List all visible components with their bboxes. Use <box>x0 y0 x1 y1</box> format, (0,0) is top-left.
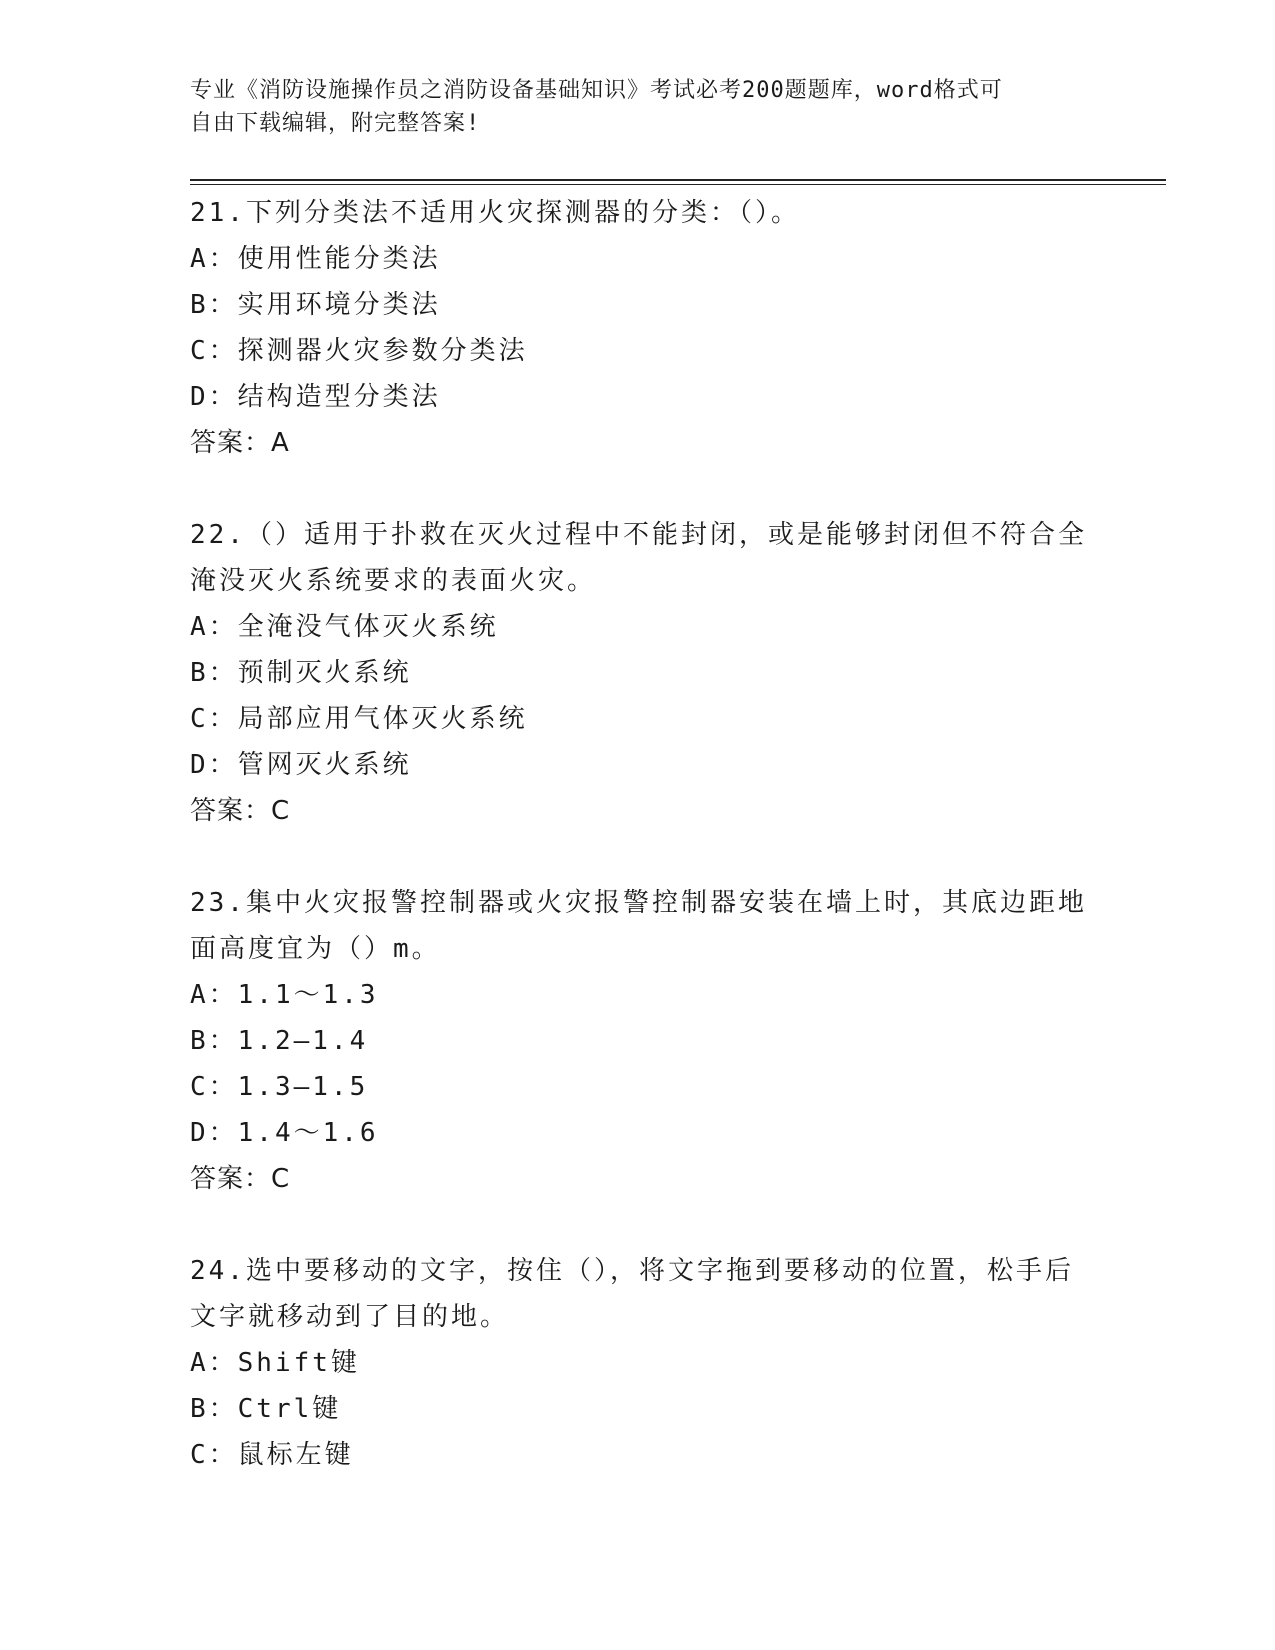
question-text: 24.选中要移动的文字，按住（），将文字拖到要移动的位置，松手后文字就移动到了目的地。 <box>190 1256 1074 1332</box>
question-text: 22.（）适用于扑救在灭火过程中不能封闭，或是能够封闭但不符合全淹没灭火系统要求的表面火灾。 <box>190 520 1087 596</box>
header-line-1: 专业《消防设施操作员之消防设备基础知识》考试必考200题题库，word格式可 <box>190 78 1003 103</box>
header-divider-thin <box>190 184 1166 185</box>
option-a: A：Shift键 <box>190 1348 360 1378</box>
option-d: D：管网灭火系统 <box>190 750 412 780</box>
question-text: 21.下列分类法不适用火灾探测器的分类：（）。 <box>190 198 800 228</box>
answer: 答案：A <box>190 428 290 458</box>
option-a: A：全淹没气体灭火系统 <box>190 612 499 642</box>
answer: 答案：C <box>190 1164 291 1194</box>
option-b: B：实用环境分类法 <box>190 290 441 320</box>
answer: 答案：C <box>190 796 291 826</box>
question-22 <box>190 512 1090 834</box>
option-c: C：1.3—1.5 <box>190 1072 369 1102</box>
option-b: B：1.2—1.4 <box>190 1026 369 1056</box>
option-b: B：预制灭火系统 <box>190 658 412 688</box>
question-24 <box>190 1248 1090 1478</box>
option-c: C：鼠标左键 <box>190 1440 354 1470</box>
question-list <box>190 190 1090 1524</box>
option-a: A：使用性能分类法 <box>190 244 441 274</box>
header-divider-thick <box>190 179 1166 181</box>
option-c: C：探测器火灾参数分类法 <box>190 336 528 366</box>
question-text: 23.集中火灾报警控制器或火灾报警控制器安装在墙上时，其底边距地面高度宜为（）m。 <box>190 888 1087 964</box>
option-c: C：局部应用气体灭火系统 <box>190 704 528 734</box>
question-23 <box>190 880 1090 1202</box>
option-b: B：Ctrl键 <box>190 1394 342 1424</box>
question-21 <box>190 190 1090 466</box>
option-a: A：1.1～1.3 <box>190 980 379 1010</box>
document-header <box>190 74 1090 140</box>
option-d: D：结构造型分类法 <box>190 382 441 412</box>
header-line-2: 自由下载编辑，附完整答案! <box>190 111 481 136</box>
option-d: D：1.4～1.6 <box>190 1118 379 1148</box>
